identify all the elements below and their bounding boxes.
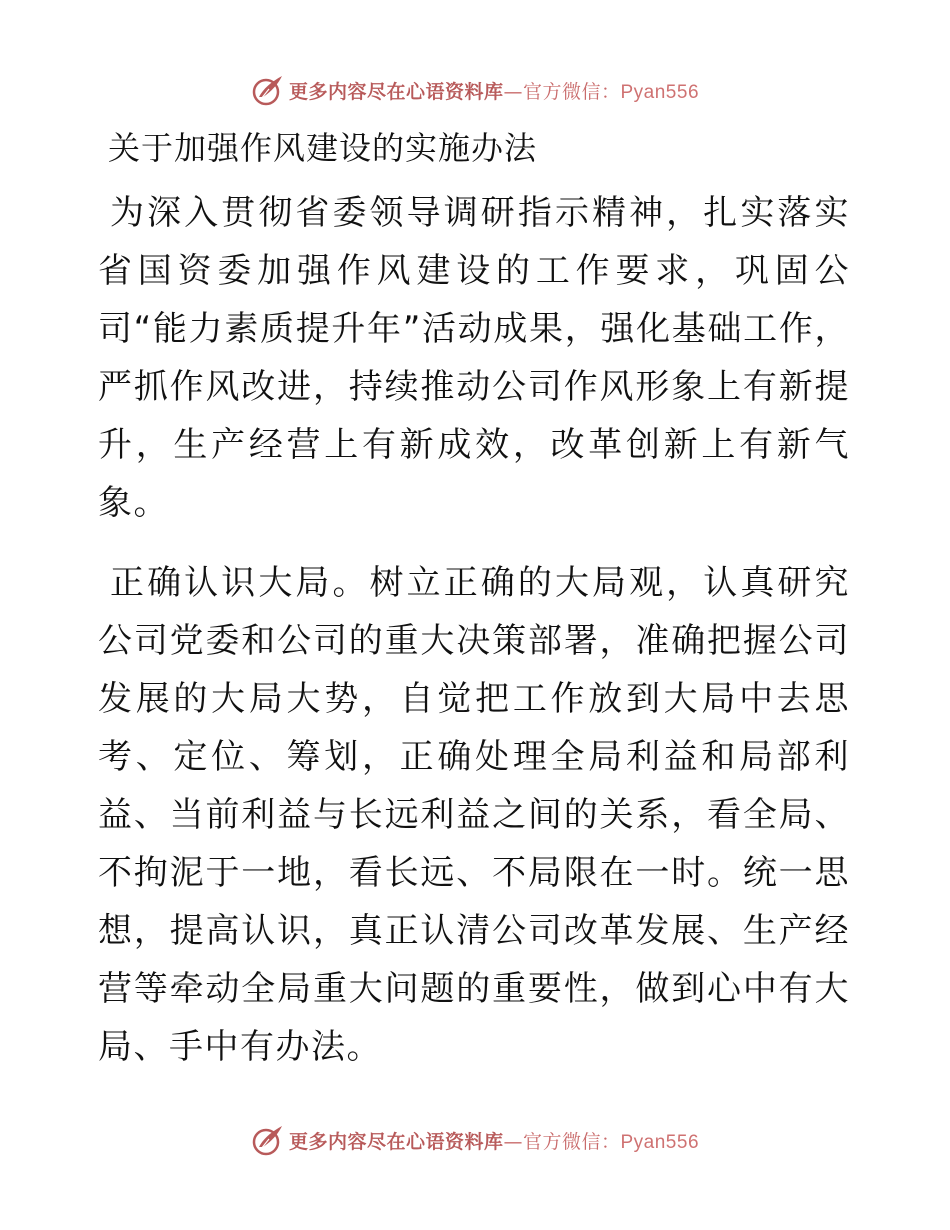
watermark-wechat-label: 官方微信： (522, 80, 621, 103)
watermark-wechat-id: Pyan556 (620, 81, 700, 103)
document-body (98, 118, 850, 1098)
feather-pen-icon (251, 73, 285, 107)
watermark-site-text: 更多内容尽在心语资料库 (288, 1130, 504, 1153)
watermark-wechat-id: Pyan556 (620, 1131, 700, 1153)
watermark-site-text: 更多内容尽在心语资料库 (288, 80, 504, 103)
watermark-footer (0, 1120, 950, 1160)
document-title: 关于加强作风建设的实施办法 (108, 129, 538, 167)
watermark-wechat-label: 官方微信： (522, 1130, 621, 1153)
watermark-header (0, 70, 950, 110)
watermark-text (289, 77, 699, 104)
feather-pen-icon (251, 1123, 285, 1157)
paragraph-overall-situation: 正确认识大局。树立正确的大局观，认真研究公司党委和公司的重大决策部署，准确把握公司发展的大局大势，自觉把工作放到大局中去思考、定位、筹划，正确处理全局利益和局部利益、当前利益与长远利益之间的关系，看全局、不拘泥于一地，看长远、不局限在一时。统一思想，提高认识，真正认清公司改革发展、生产经营等牵动全局重大问题的重要性，做到心中有大局、手中有办法。 (98, 563, 850, 1067)
watermark-dash: — (503, 80, 523, 103)
paragraph-intro: 为深入贯彻省委领导调研指示精神，扎实落实省国资委加强作风建设的工作要求，巩固公司“能力素质提升年”活动成果，强化基础工作，严抓作风改进，持续推动公司作风形象上有新提升，生产经营上有新成效，改革创新上有新气象。 (98, 193, 850, 523)
watermark-dash: — (503, 1130, 523, 1153)
watermark-text (289, 1127, 699, 1154)
